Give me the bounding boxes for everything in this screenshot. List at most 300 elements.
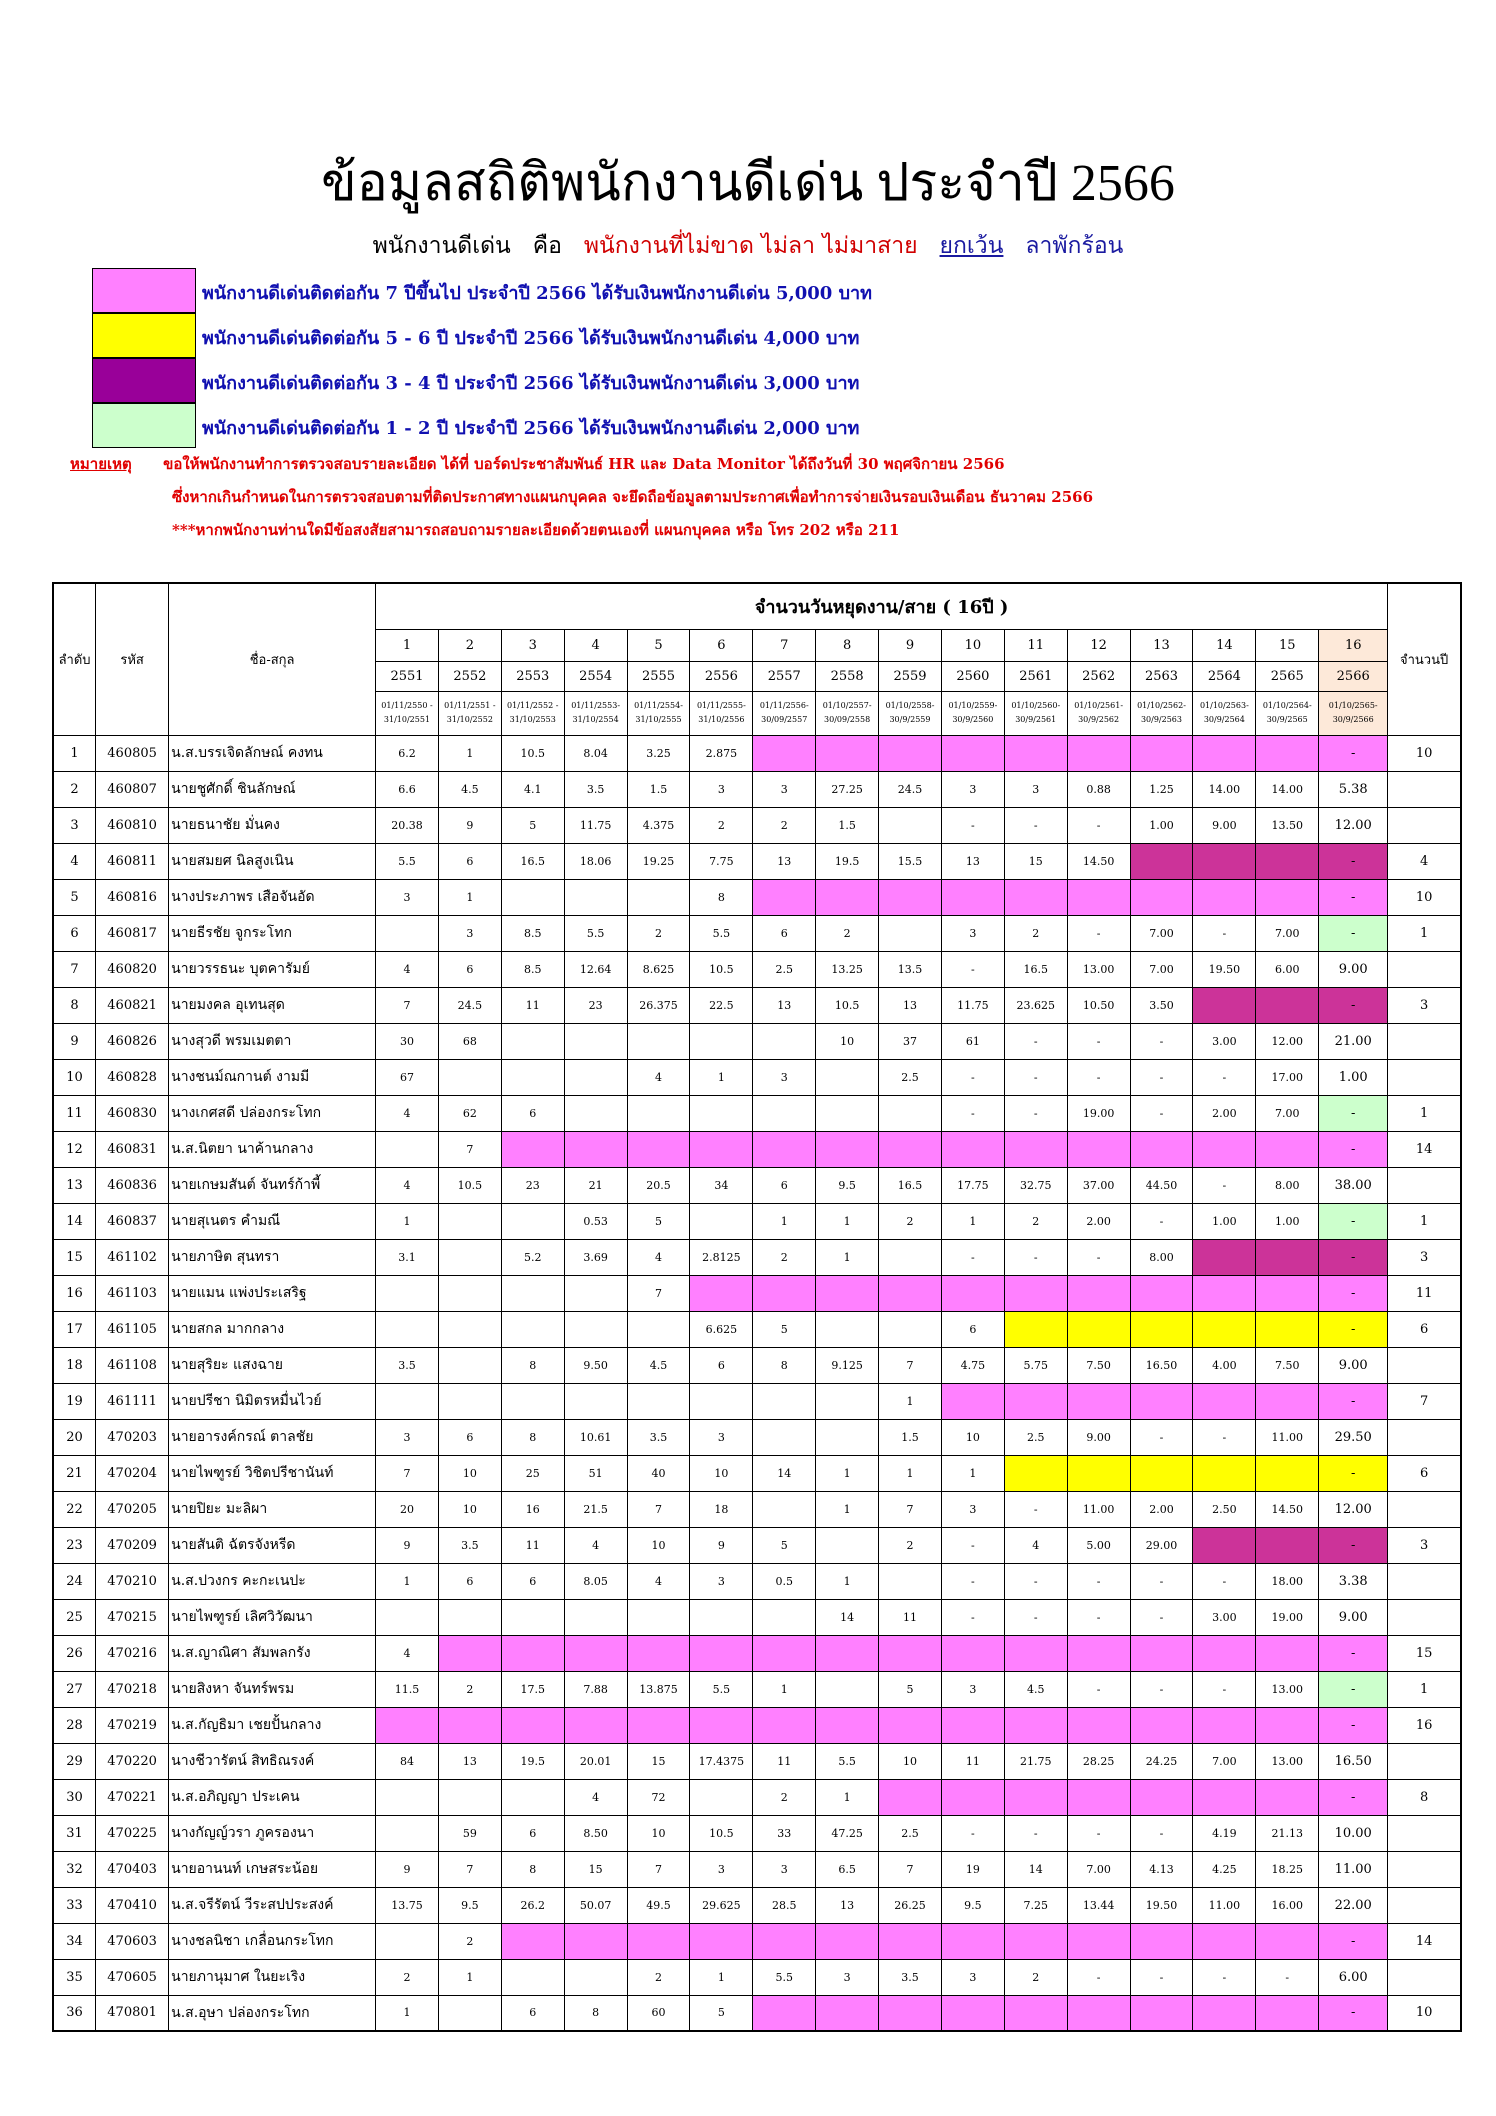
year-index-header: 13 <box>1130 629 1193 661</box>
row-years <box>1388 1959 1461 1995</box>
year-cell: 11 <box>941 1743 1004 1779</box>
year-cell <box>376 915 439 951</box>
table-row <box>53 1959 1461 1995</box>
year-cell: 4.75 <box>941 1347 1004 1383</box>
row-no: 36 <box>53 1995 96 2031</box>
year-cell: 3.5 <box>564 771 627 807</box>
table-row <box>53 1275 1461 1311</box>
year-cell: 2 <box>438 1923 501 1959</box>
year-cell: - <box>941 1599 1004 1635</box>
row-name: นางกัญญ์วรา ภูครองนา <box>169 1815 376 1851</box>
year-cell <box>1130 1707 1193 1743</box>
row-code: 460820 <box>96 951 169 987</box>
row-code: 470220 <box>96 1743 169 1779</box>
row-no: 24 <box>53 1563 96 1599</box>
year-cell <box>1193 1239 1256 1275</box>
year-cell: 6 <box>438 1563 501 1599</box>
year-cell <box>879 1995 942 2031</box>
range-end: 31/10/2551 <box>383 715 431 724</box>
year-cell: 5.5 <box>690 915 753 951</box>
year-cell <box>879 1563 942 1599</box>
row-name: นางสุวดี พรมเมตตา <box>169 1023 376 1059</box>
year-cell: 2.00 <box>1193 1095 1256 1131</box>
year-cell: 9.5 <box>941 1887 1004 1923</box>
table-row <box>53 915 1461 951</box>
year-cell: - <box>1193 915 1256 951</box>
year-cell <box>501 879 564 915</box>
row-no: 16 <box>53 1275 96 1311</box>
year-cell <box>879 1239 942 1275</box>
year-cell: 29.00 <box>1130 1527 1193 1563</box>
year-cell: 3.25 <box>627 735 690 771</box>
year-cell <box>501 1707 564 1743</box>
year-cell: 8.05 <box>564 1563 627 1599</box>
year-cell <box>1004 1995 1067 2031</box>
range-end: 31/10/2553 <box>509 715 556 724</box>
year-cell: 2 <box>753 1239 816 1275</box>
year-cell: 1 <box>376 1563 439 1599</box>
row-years <box>1388 1851 1461 1887</box>
year-cell: 13 <box>753 843 816 879</box>
year-cell <box>941 1995 1004 2031</box>
year-cell: 8.5 <box>501 951 564 987</box>
row-years: 6 <box>1388 1455 1461 1491</box>
year-cell: 5.5 <box>564 915 627 951</box>
row-code: 470216 <box>96 1635 169 1671</box>
range-start: 01/11/2550 - <box>381 701 433 710</box>
year-cell: 4 <box>376 951 439 987</box>
year-cell: 14 <box>753 1455 816 1491</box>
row-no: 20 <box>53 1419 96 1455</box>
year-cell <box>1193 1275 1256 1311</box>
year-cell <box>1130 1275 1193 1311</box>
year-cell: 11.00 <box>1193 1887 1256 1923</box>
range-end: 30/9/2561 <box>1015 715 1057 724</box>
year-index-header: 9 <box>879 629 942 661</box>
year-cell-2566: - <box>1319 1455 1388 1491</box>
row-name: นายแมน แพ่งประเสริฐ <box>169 1275 376 1311</box>
year-cell <box>816 1059 879 1095</box>
year-cell: 16.5 <box>879 1167 942 1203</box>
year-cell <box>1193 1923 1256 1959</box>
year-cell: 13.25 <box>816 951 879 987</box>
row-name: นายสิงหา จันทร์พรม <box>169 1671 376 1707</box>
legend-text: พนักงานดีเด่นติดต่อกัน 7 ปีขึ้นไป ประจำปี 2566 ได้รับเงินพนักงานดีเด่น 5,000 บาท <box>202 283 872 304</box>
year-cell: 1 <box>816 1203 879 1239</box>
year-cell <box>438 1203 501 1239</box>
year-cell: 7 <box>627 1275 690 1311</box>
year-cell: 13.875 <box>627 1671 690 1707</box>
year-index-header: 15 <box>1256 629 1319 661</box>
year-cell-2566: 1.00 <box>1319 1059 1388 1095</box>
year-range-header <box>1193 691 1256 735</box>
year-cell: 0.88 <box>1067 771 1130 807</box>
row-years: 14 <box>1388 1923 1461 1959</box>
year-cell: 61 <box>941 1023 1004 1059</box>
year-cell: 21 <box>564 1167 627 1203</box>
year-cell <box>690 1203 753 1239</box>
year-cell: - <box>1004 1239 1067 1275</box>
year-cell <box>376 1275 439 1311</box>
year-range-header <box>501 691 564 735</box>
year-cell: 51 <box>564 1455 627 1491</box>
year-cell: 7 <box>438 1131 501 1167</box>
year-cell: 8.625 <box>627 951 690 987</box>
row-name: นายเกษมสันต์ จันทร์ก้าพี้ <box>169 1167 376 1203</box>
year-cell-2566: 12.00 <box>1319 1491 1388 1527</box>
year-cell: 13 <box>438 1743 501 1779</box>
table-row <box>53 987 1461 1023</box>
row-years: 6 <box>1388 1311 1461 1347</box>
year-range-header <box>753 691 816 735</box>
year-cell: 3 <box>941 1671 1004 1707</box>
year-cell: 5 <box>753 1527 816 1563</box>
year-cell-2566: - <box>1319 1527 1388 1563</box>
year-cell: 9.50 <box>564 1347 627 1383</box>
row-code: 470801 <box>96 1995 169 2031</box>
year-cell: 20 <box>376 1491 439 1527</box>
year-cell: 19.50 <box>1193 951 1256 987</box>
range-end: 31/10/2555 <box>635 715 682 724</box>
year-cell <box>753 1419 816 1455</box>
row-code: 470215 <box>96 1599 169 1635</box>
row-no: 23 <box>53 1527 96 1563</box>
range-start: 01/10/2561- <box>1074 701 1124 710</box>
year-cell <box>1067 1131 1130 1167</box>
year-cell: 13.44 <box>1067 1887 1130 1923</box>
row-no: 14 <box>53 1203 96 1239</box>
year-cell <box>1130 1455 1193 1491</box>
year-cell <box>816 879 879 915</box>
row-code: 470210 <box>96 1563 169 1599</box>
year-cell <box>501 1023 564 1059</box>
row-no: 30 <box>53 1779 96 1815</box>
year-cell: 20.38 <box>376 807 439 843</box>
row-no: 35 <box>53 1959 96 1995</box>
year-index-header: 10 <box>941 629 1004 661</box>
row-years: 4 <box>1388 843 1461 879</box>
year-cell: 19.00 <box>1067 1095 1130 1131</box>
year-cell: 7.00 <box>1256 915 1319 951</box>
row-no: 34 <box>53 1923 96 1959</box>
year-range-header <box>879 691 942 735</box>
year-cell: 16.50 <box>1130 1347 1193 1383</box>
year-cell: 3.50 <box>1130 987 1193 1023</box>
table-body <box>53 735 1461 2031</box>
row-code: 460831 <box>96 1131 169 1167</box>
year-cell: 5.75 <box>1004 1347 1067 1383</box>
year-cell: 1 <box>690 1959 753 1995</box>
legend-swatch-yellow <box>92 313 196 358</box>
year-cell <box>753 1275 816 1311</box>
year-range-header <box>564 691 627 735</box>
year-cell <box>941 1131 1004 1167</box>
year-cell <box>1067 1275 1130 1311</box>
stats-table <box>52 582 1462 2032</box>
year-cell: 14.50 <box>1067 843 1130 879</box>
year-range-header <box>941 691 1004 735</box>
year-cell: 6 <box>690 1347 753 1383</box>
year-cell: - <box>1067 915 1130 951</box>
year-cell: 4 <box>376 1635 439 1671</box>
year-cell <box>627 1923 690 1959</box>
year-cell: 5.5 <box>690 1671 753 1707</box>
year-cell <box>627 1131 690 1167</box>
year-cell: 4.5 <box>438 771 501 807</box>
year-cell: 11.75 <box>564 807 627 843</box>
year-cell: 8.50 <box>564 1815 627 1851</box>
year-cell <box>564 1059 627 1095</box>
year-cell <box>564 1023 627 1059</box>
year-cell <box>816 1311 879 1347</box>
year-index-header: 16 <box>1319 629 1388 661</box>
range-start: 01/10/2559- <box>948 701 998 710</box>
year-cell <box>1130 1995 1193 2031</box>
row-name: นายสุริยะ แสงฉาย <box>169 1347 376 1383</box>
range-start: 01/11/2555- <box>696 701 746 710</box>
subtitle-part3: พนักงานที่ไม่ขาด ไม่ลา ไม่มาสาย <box>583 233 918 259</box>
year-cell: 4 <box>627 1239 690 1275</box>
range-end: 30/9/2565 <box>1266 715 1308 724</box>
year-cell: 1 <box>879 1383 942 1419</box>
year-cell: 7.00 <box>1130 915 1193 951</box>
year-cell: - <box>1130 1095 1193 1131</box>
year-cell: 3.00 <box>1193 1599 1256 1635</box>
year-cell: 6.5 <box>816 1851 879 1887</box>
year-cell: 17.5 <box>501 1671 564 1707</box>
year-cell: 15 <box>1004 843 1067 879</box>
year-cell <box>1130 1923 1193 1959</box>
year-cell: 14.00 <box>1256 771 1319 807</box>
year-cell-2566: - <box>1319 1635 1388 1671</box>
year-cell: 6 <box>501 1563 564 1599</box>
table-row <box>53 1311 1461 1347</box>
year-cell: 3 <box>941 915 1004 951</box>
year-cell <box>1256 1527 1319 1563</box>
year-range-header <box>690 691 753 735</box>
year-cell <box>627 1095 690 1131</box>
year-cell: 16.5 <box>1004 951 1067 987</box>
year-cell: 3.69 <box>564 1239 627 1275</box>
year-cell: 1 <box>816 1239 879 1275</box>
year-cell: 13 <box>941 843 1004 879</box>
year-cell: 1 <box>816 1779 879 1815</box>
year-range-header <box>816 691 879 735</box>
table-row <box>53 1851 1461 1887</box>
year-cell <box>816 1419 879 1455</box>
year-cell <box>1256 1383 1319 1419</box>
year-cell: - <box>1130 1419 1193 1455</box>
range-start: 01/10/2562- <box>1137 701 1186 710</box>
year-cell: 8 <box>501 1347 564 1383</box>
year-cell: 4.1 <box>501 771 564 807</box>
table-row <box>53 1995 1461 2031</box>
year-cell: 2.50 <box>1193 1491 1256 1527</box>
year-cell: - <box>1004 807 1067 843</box>
row-code: 470225 <box>96 1815 169 1851</box>
year-cell-2566: 16.50 <box>1319 1743 1388 1779</box>
year-cell: 0.53 <box>564 1203 627 1239</box>
year-cell: 13.00 <box>1256 1743 1319 1779</box>
row-years: 7 <box>1388 1383 1461 1419</box>
year-cell: 6 <box>501 1095 564 1131</box>
row-code: 460817 <box>96 915 169 951</box>
year-cell: 10.5 <box>501 735 564 771</box>
year-cell: 2.5 <box>753 951 816 987</box>
year-cell: 33 <box>753 1815 816 1851</box>
year-cell: 7 <box>879 1851 942 1887</box>
year-range-header <box>627 691 690 735</box>
range-end: 30/9/2564 <box>1203 715 1245 724</box>
year-cell: 11.5 <box>376 1671 439 1707</box>
year-cell: 11 <box>753 1743 816 1779</box>
year-cell: 6.00 <box>1256 951 1319 987</box>
year-cell <box>753 1131 816 1167</box>
year-cell-2566: 9.00 <box>1319 1599 1388 1635</box>
year-cell: 13 <box>753 987 816 1023</box>
range-end: 31/10/2554 <box>572 715 619 724</box>
year-cell-2566: - <box>1319 1779 1388 1815</box>
year-cell: 1.5 <box>816 807 879 843</box>
year-cell: 5 <box>879 1671 942 1707</box>
year-cell: 10 <box>816 1023 879 1059</box>
year-cell: 11.00 <box>1067 1491 1130 1527</box>
year-header: 2566 <box>1319 661 1388 691</box>
row-name: นายสุเนตร คำมณี <box>169 1203 376 1239</box>
range-start: 01/10/2557- <box>822 701 872 710</box>
year-cell: 2 <box>1004 1959 1067 1995</box>
year-cell: 8.5 <box>501 915 564 951</box>
row-no: 27 <box>53 1671 96 1707</box>
row-years: 15 <box>1388 1635 1461 1671</box>
year-cell: - <box>1130 1023 1193 1059</box>
row-no: 33 <box>53 1887 96 1923</box>
year-cell: - <box>1004 1563 1067 1599</box>
year-cell: - <box>941 1563 1004 1599</box>
year-cell: 2 <box>753 807 816 843</box>
row-years <box>1388 1167 1461 1203</box>
year-cell <box>690 1635 753 1671</box>
year-cell: 10.5 <box>690 1815 753 1851</box>
year-cell <box>627 1023 690 1059</box>
range-end: 30/9/2560 <box>952 715 994 724</box>
year-cell: 3.00 <box>1193 1023 1256 1059</box>
year-index-header: 14 <box>1193 629 1256 661</box>
row-name: น.ส.นิตยา นาค้านกลาง <box>169 1131 376 1167</box>
table-row <box>53 1131 1461 1167</box>
year-cell: 19 <box>941 1851 1004 1887</box>
year-cell: 5.5 <box>376 843 439 879</box>
year-cell <box>690 1779 753 1815</box>
year-cell: 23 <box>564 987 627 1023</box>
year-cell <box>564 1131 627 1167</box>
year-cell <box>1004 1455 1067 1491</box>
row-name: นางชีวารัตน์ สิทธิณรงค์ <box>169 1743 376 1779</box>
year-cell <box>376 1383 439 1419</box>
row-code: 460826 <box>96 1023 169 1059</box>
year-cell: 1 <box>816 1491 879 1527</box>
year-cell <box>376 1779 439 1815</box>
year-cell: 2.00 <box>1130 1491 1193 1527</box>
year-cell: 1.00 <box>1256 1203 1319 1239</box>
year-cell <box>1004 1383 1067 1419</box>
row-code: 470218 <box>96 1671 169 1707</box>
range-start: 01/11/2551 - <box>444 701 496 710</box>
legend-text: พนักงานดีเด่นติดต่อกัน 3 - 4 ปี ประจำปี 2566 ได้รับเงินพนักงานดีเด่น 3,000 บาท <box>202 373 860 394</box>
row-years <box>1388 1059 1461 1095</box>
row-name: นางชลนิชา เกลื่อนกระโทก <box>169 1923 376 1959</box>
year-cell <box>438 1383 501 1419</box>
year-cell-2566: 21.00 <box>1319 1023 1388 1059</box>
year-cell: 4 <box>564 1527 627 1563</box>
range-end: 30/09/2557 <box>761 715 808 724</box>
row-years <box>1388 951 1461 987</box>
year-cell: - <box>1130 1059 1193 1095</box>
year-cell: 5.5 <box>816 1743 879 1779</box>
year-range-header <box>376 691 439 735</box>
year-cell: 4 <box>1004 1527 1067 1563</box>
table-row <box>53 735 1461 771</box>
row-no: 21 <box>53 1455 96 1491</box>
year-cell <box>1130 1635 1193 1671</box>
year-cell: 3 <box>816 1959 879 1995</box>
year-cell: 67 <box>376 1059 439 1095</box>
row-no: 26 <box>53 1635 96 1671</box>
year-cell: 1 <box>941 1455 1004 1491</box>
year-cell-2566: 22.00 <box>1319 1887 1388 1923</box>
row-years <box>1388 1599 1461 1635</box>
year-cell: 21.13 <box>1256 1815 1319 1851</box>
year-cell: 1.5 <box>627 771 690 807</box>
row-years <box>1388 1491 1461 1527</box>
year-cell: 72 <box>627 1779 690 1815</box>
year-cell: 26.375 <box>627 987 690 1023</box>
row-no: 12 <box>53 1131 96 1167</box>
range-start: 01/10/2560- <box>1011 701 1061 710</box>
year-cell-2566: - <box>1319 987 1388 1023</box>
year-cell-2566: 11.00 <box>1319 1851 1388 1887</box>
year-cell <box>1130 735 1193 771</box>
year-header: 2561 <box>1004 661 1067 691</box>
range-start: 01/10/2558- <box>885 701 935 710</box>
row-code: 460830 <box>96 1095 169 1131</box>
year-cell <box>1067 879 1130 915</box>
legend-swatch-pink <box>92 268 196 313</box>
year-cell: 10.5 <box>438 1167 501 1203</box>
year-cell <box>941 1779 1004 1815</box>
year-cell: 7 <box>376 987 439 1023</box>
year-cell: 1 <box>816 1563 879 1599</box>
year-index-header: 5 <box>627 629 690 661</box>
row-name: น.ส.จรีรัตน์ วีระสปประสงค์ <box>169 1887 376 1923</box>
year-cell: 9.5 <box>438 1887 501 1923</box>
year-cell: 1 <box>753 1203 816 1239</box>
year-cell: 9 <box>376 1527 439 1563</box>
year-cell: 7 <box>627 1851 690 1887</box>
year-cell: 5 <box>627 1203 690 1239</box>
year-cell-2566: - <box>1319 1203 1388 1239</box>
year-cell <box>564 1275 627 1311</box>
year-cell <box>1193 1635 1256 1671</box>
year-header: 2553 <box>501 661 564 691</box>
range-start: 01/10/2563- <box>1199 701 1249 710</box>
year-cell: 26.25 <box>879 1887 942 1923</box>
year-cell <box>816 1275 879 1311</box>
table-row <box>53 1059 1461 1095</box>
year-cell: 25 <box>501 1455 564 1491</box>
year-cell <box>1256 1275 1319 1311</box>
year-cell <box>1004 1707 1067 1743</box>
